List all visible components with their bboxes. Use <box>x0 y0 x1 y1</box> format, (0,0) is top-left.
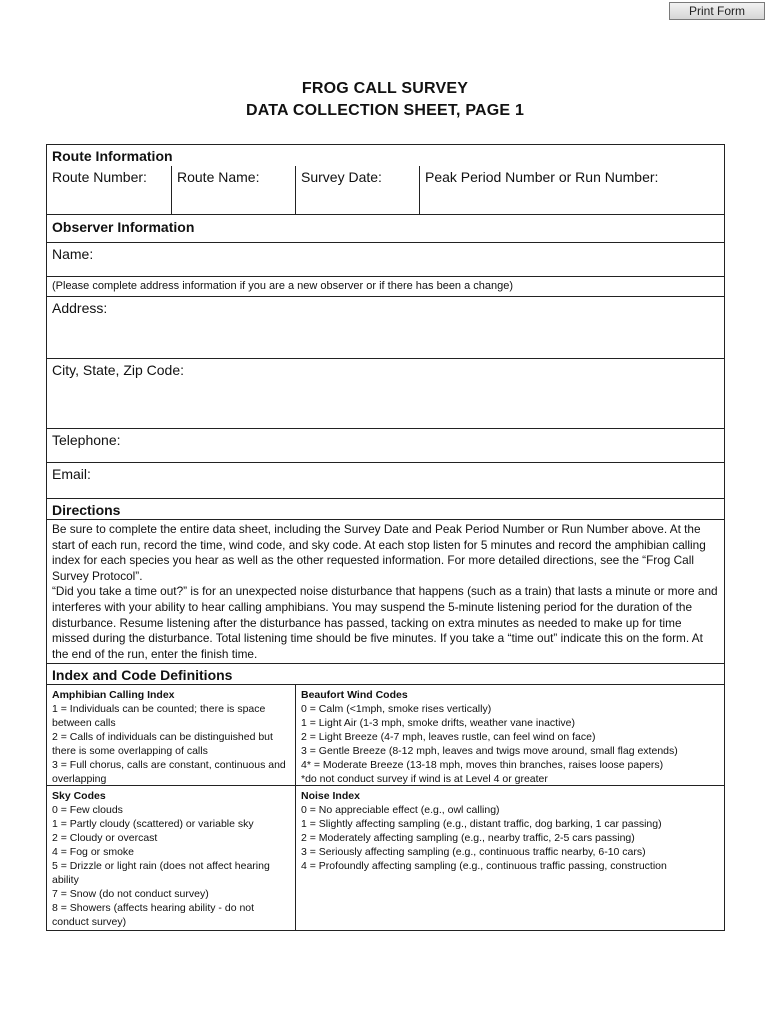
list-item: 1 = Slightly affecting sampling (e.g., distant traffic, dog barking, 1 car passing) <box>301 818 662 830</box>
directions-paragraph-1: Be sure to complete the entire data sheet, including the Survey Date and Peak Period Number or Run Number above. At the start of each run, record the time, wind code, and sky code. At each stop listen for 5 minutes and record the amphibian calling index for each species you hear as well as the other requested information. For more detailed directions, see the “Frog Call Survey Protocol”. <box>52 522 706 583</box>
list-item: *do not conduct survey if wind is at Level 4 or greater <box>301 773 548 785</box>
observer-heading: Observer Information <box>52 219 195 235</box>
index-heading: Index and Code Definitions <box>52 667 233 683</box>
email-field[interactable] <box>47 462 724 498</box>
directions-paragraph-2: “Did you take a time out?” is for an unexpected noise disturbance that happens (such as a train) that lasts a minute or more and interferes with your ability to hear calling amphibians. You may suspend the 5-minute listening period for the duration of the disturbance. Resume listening after the disturbance has passed, tacking on extra minutes as needed to make up for time missed during the disturbance. Total listening time should be five minutes. If you take a “time out” indicate this on the form. At the end of the run, enter the finish time. <box>52 584 718 661</box>
sky-codes <box>47 786 295 930</box>
telephone-label: Telephone: <box>52 432 121 448</box>
sky-heading: Sky Codes <box>52 790 106 802</box>
amphibian-heading: Amphibian Calling Index <box>52 689 175 701</box>
telephone-field[interactable] <box>47 428 724 462</box>
directions-heading: Directions <box>52 502 121 518</box>
list-item: 2 = Cloudy or overcast <box>52 832 158 844</box>
page-title: FROG CALL SURVEY <box>301 80 469 97</box>
beaufort-heading: Beaufort Wind Codes <box>301 689 408 701</box>
list-item: 0 = No appreciable effect (e.g., owl calling) <box>301 804 500 816</box>
list-item: 2 = Light Breeze (4-7 mph, leaves rustle, can feel wind on face) <box>301 731 596 743</box>
name-field[interactable] <box>47 242 724 276</box>
route-name-field[interactable]: Route Name: <box>171 166 295 214</box>
print-form-button[interactable]: Print Form <box>669 2 765 20</box>
list-item: 3 = Seriously affecting sampling (e.g., continuous traffic nearby, 6-10 cars) <box>301 846 646 858</box>
address-label: Address: <box>52 300 108 316</box>
page-subtitle: DATA COLLECTION SHEET, PAGE 1 <box>245 102 525 119</box>
list-item: 0 = Calm (<1mph, smoke rises vertically) <box>301 703 492 715</box>
list-item: 4 = Fog or smoke <box>52 846 134 858</box>
address-field[interactable] <box>47 296 724 358</box>
list-item: 2 = Calls of individuals can be distinguished but there is some overlapping of calls <box>52 731 273 757</box>
route-heading: Route Information <box>52 148 173 164</box>
list-item: 7 = Snow (do not conduct survey) <box>52 888 209 900</box>
beaufort-wind-codes <box>295 685 724 785</box>
directions-section-header <box>47 498 724 519</box>
route-number-field[interactable]: Route Number: <box>52 169 147 185</box>
index-section-header <box>47 663 724 684</box>
noise-heading: Noise Index <box>301 790 360 802</box>
city-state-zip-field[interactable] <box>47 358 724 428</box>
peak-period-field[interactable]: Peak Period Number or Run Number: <box>419 166 724 214</box>
index-row-1 <box>47 684 724 785</box>
noise-index <box>295 786 724 930</box>
list-item: 3 = Full chorus, calls are constant, continuous and overlapping <box>52 759 286 785</box>
list-item: 3 = Gentle Breeze (8-12 mph, leaves and twigs move around, small flag extends) <box>301 745 678 757</box>
route-fields-row <box>47 166 724 214</box>
email-label: Email: <box>52 466 91 482</box>
directions-text <box>52 522 718 662</box>
name-label: Name: <box>52 246 94 262</box>
list-item: 5 = Drizzle or light rain (does not affect hearing ability <box>52 860 270 886</box>
directions-body <box>47 519 724 663</box>
list-item: 1 = Individuals can be counted; there is space between calls <box>52 703 266 729</box>
list-item: 4 = Profoundly affecting sampling (e.g., continuous traffic passing, construction <box>301 860 667 872</box>
route-section-header <box>47 145 724 166</box>
list-item: 2 = Moderately affecting sampling (e.g., nearby traffic, 2-5 cars passing) <box>301 832 635 844</box>
list-item: 1 = Partly cloudy (scattered) or variable sky <box>52 818 254 830</box>
city-state-zip-label: City, State, Zip Code: <box>52 362 185 378</box>
survey-form <box>46 144 725 931</box>
list-item: 4* = Moderate Breeze (13-18 mph, moves thin branches, raises loose papers) <box>301 759 664 771</box>
address-note: (Please complete address information if you are a new observer or if there has been a change) <box>52 280 514 292</box>
amphibian-calling-index <box>47 685 295 785</box>
list-item: 1 = Light Air (1-3 mph, smoke drifts, weather vane inactive) <box>301 717 575 729</box>
index-row-2 <box>47 785 724 930</box>
survey-date-field[interactable]: Survey Date: <box>295 166 419 214</box>
address-note-row <box>47 276 724 296</box>
observer-section-header <box>47 214 724 242</box>
list-item: 0 = Few clouds <box>52 804 123 816</box>
list-item: 8 = Showers (affects hearing ability - do not conduct survey) <box>52 902 255 928</box>
